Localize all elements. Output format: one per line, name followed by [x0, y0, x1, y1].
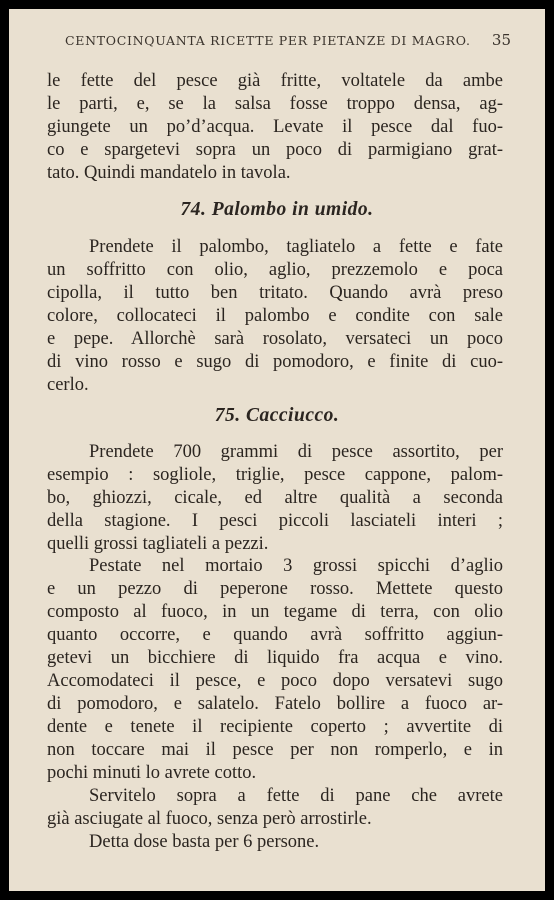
text-line: bo, ghiozzi, cicale, ed altre qualità a seconda — [47, 488, 503, 508]
text-line: Accomodateci il pesce, e poco dopo versatevi sugo — [47, 671, 503, 691]
text-line: Servitelo sopra a fette di pane che avrete — [89, 786, 503, 806]
text-line: cerlo. — [47, 375, 89, 395]
running-head — [65, 33, 511, 48]
text-line: le fette del pesce già fritte, voltatele da ambe — [47, 71, 503, 91]
running-head-title: CENTOCINQUANTA RICETTE PER PIETANZE DI MAGRO. — [65, 33, 471, 48]
text-line: e un pezzo di peperone rosso. Mettete questo — [47, 579, 503, 599]
recipe-heading-74: 74. Palombo in umido. — [180, 199, 374, 220]
page-number: 35 — [491, 31, 511, 49]
text-line: pochi minuti lo avrete cotto. — [47, 763, 257, 783]
text-line: di pomodoro, e salatelo. Fatelo bollire a fuoco ar- — [47, 694, 503, 714]
text-line: già asciugate al fuoco, senza però arrostirle. — [47, 809, 372, 829]
text-line: quelli grossi tagliateli a pezzi. — [47, 534, 269, 554]
text-line: Prendete il palombo, tagliatelo a fette e fate — [89, 237, 503, 257]
text-line: esempio : sogliole, triglie, pesce cappone, palom- — [47, 465, 503, 485]
text-line: quanto occorre, e quando avrà soffritto aggiun- — [47, 625, 503, 645]
text-line: le parti, e, se la salsa fosse troppo densa, ag- — [47, 94, 503, 114]
text-line: un soffritto con olio, aglio, prezzemolo e poca — [47, 260, 503, 280]
book-page — [9, 9, 545, 891]
text-line: di vino rosso e sugo di pomodoro, e finite di cuo- — [47, 352, 503, 372]
text-line: cipolla, il tutto ben tritato. Quando avrà preso — [47, 283, 503, 303]
text-line: Detta dose basta per 6 persone. — [89, 832, 320, 852]
text-line: composto al fuoco, in un tegame di terra, con olio — [47, 602, 503, 622]
text-line: non toccare mai il pesce per non romperlo, e in — [47, 740, 503, 760]
text-line: tato. Quindi mandatelo in tavola. — [47, 163, 291, 183]
text-line: Prendete 700 grammi di pesce assortito, per — [89, 442, 503, 462]
text-line: della stagione. I pesci piccoli lasciateli interi ; — [47, 511, 503, 531]
text-line: co e spargetevi sopra un poco di parmigiano grat- — [47, 140, 503, 160]
text-line: getevi un bicchiere di liquido fra acqua e vino. — [47, 648, 503, 668]
recipe-heading-75: 75. Cacciucco. — [214, 405, 340, 426]
text-line: giungete un po’d’acqua. Levate il pesce dal fuo- — [47, 117, 503, 137]
text-line: dente e tenete il recipiente coperto ; avvertite di — [47, 717, 503, 737]
text-line: colore, collocateci il palombo e condite con sale — [47, 306, 503, 326]
text-line: e pepe. Allorchè sarà rosolato, versateci un poco — [47, 329, 503, 349]
text-line: Pestate nel mortaio 3 grossi spicchi d’aglio — [89, 556, 503, 576]
